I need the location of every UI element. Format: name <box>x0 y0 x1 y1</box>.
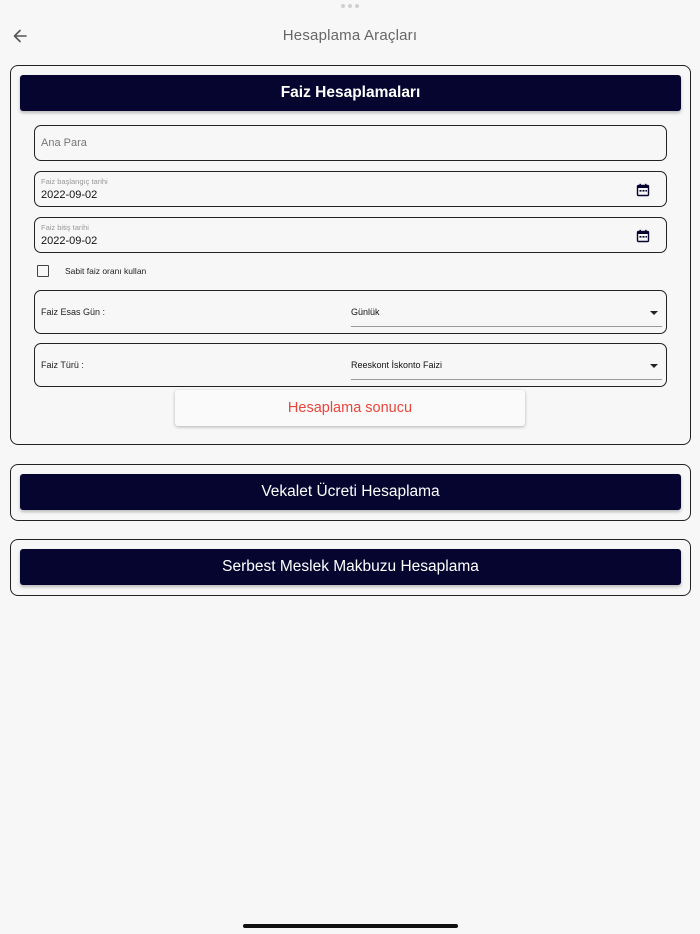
faiz-bitis-label: Faiz bitiş tarihi <box>41 223 89 232</box>
faiz-turu-value: Reeskont İskonto Faizi <box>351 360 443 370</box>
faiz-baslangic-value: 2022-09-02 <box>41 189 98 201</box>
faiz-esas-gun-value: Günlük <box>351 307 380 317</box>
ana-para-input[interactable] <box>34 125 667 161</box>
dropdown-caret-icon <box>650 364 658 368</box>
vekalet-card <box>10 464 691 521</box>
hesaplama-sonucu-button[interactable]: Hesaplama sonucu <box>175 390 525 426</box>
page-title: Hesaplama Araçları <box>282 27 418 44</box>
faiz-turu-label: Faiz Türü : <box>41 360 84 370</box>
ana-para-placeholder: Ana Para <box>41 137 87 149</box>
faiz-turu-select[interactable] <box>351 352 662 380</box>
serbest-card <box>10 539 691 596</box>
app-bar <box>0 18 700 54</box>
faiz-turu-box <box>34 343 667 387</box>
calendar-icon[interactable] <box>636 229 650 243</box>
sabit-faiz-checkbox[interactable] <box>37 265 49 277</box>
vekalet-header-button[interactable]: Vekalet Ücreti Hesaplama <box>20 474 681 510</box>
faiz-esas-gun-box <box>34 290 667 334</box>
faiz-baslangic-label: Faiz başlangıç tarihi <box>41 177 108 186</box>
serbest-header-button[interactable]: Serbest Meslek Makbuzu Hesaplama <box>20 549 681 585</box>
faiz-bitis-field[interactable] <box>34 217 667 253</box>
home-indicator[interactable] <box>243 924 458 928</box>
faiz-card <box>10 65 691 445</box>
faiz-esas-gun-select[interactable] <box>351 299 662 327</box>
faiz-header-button[interactable]: Faiz Hesaplamaları <box>20 75 681 111</box>
calendar-icon[interactable] <box>636 183 650 197</box>
sabit-faiz-row <box>37 264 146 278</box>
status-bar <box>0 0 700 18</box>
faiz-bitis-value: 2022-09-02 <box>41 235 98 247</box>
sabit-faiz-label: Sabit faiz oranı kullan <box>65 266 147 276</box>
faiz-esas-gun-label: Faiz Esas Gün : <box>41 307 106 317</box>
faiz-baslangic-field[interactable] <box>34 171 667 207</box>
dropdown-caret-icon <box>650 311 658 315</box>
multitask-dots[interactable] <box>341 4 359 8</box>
